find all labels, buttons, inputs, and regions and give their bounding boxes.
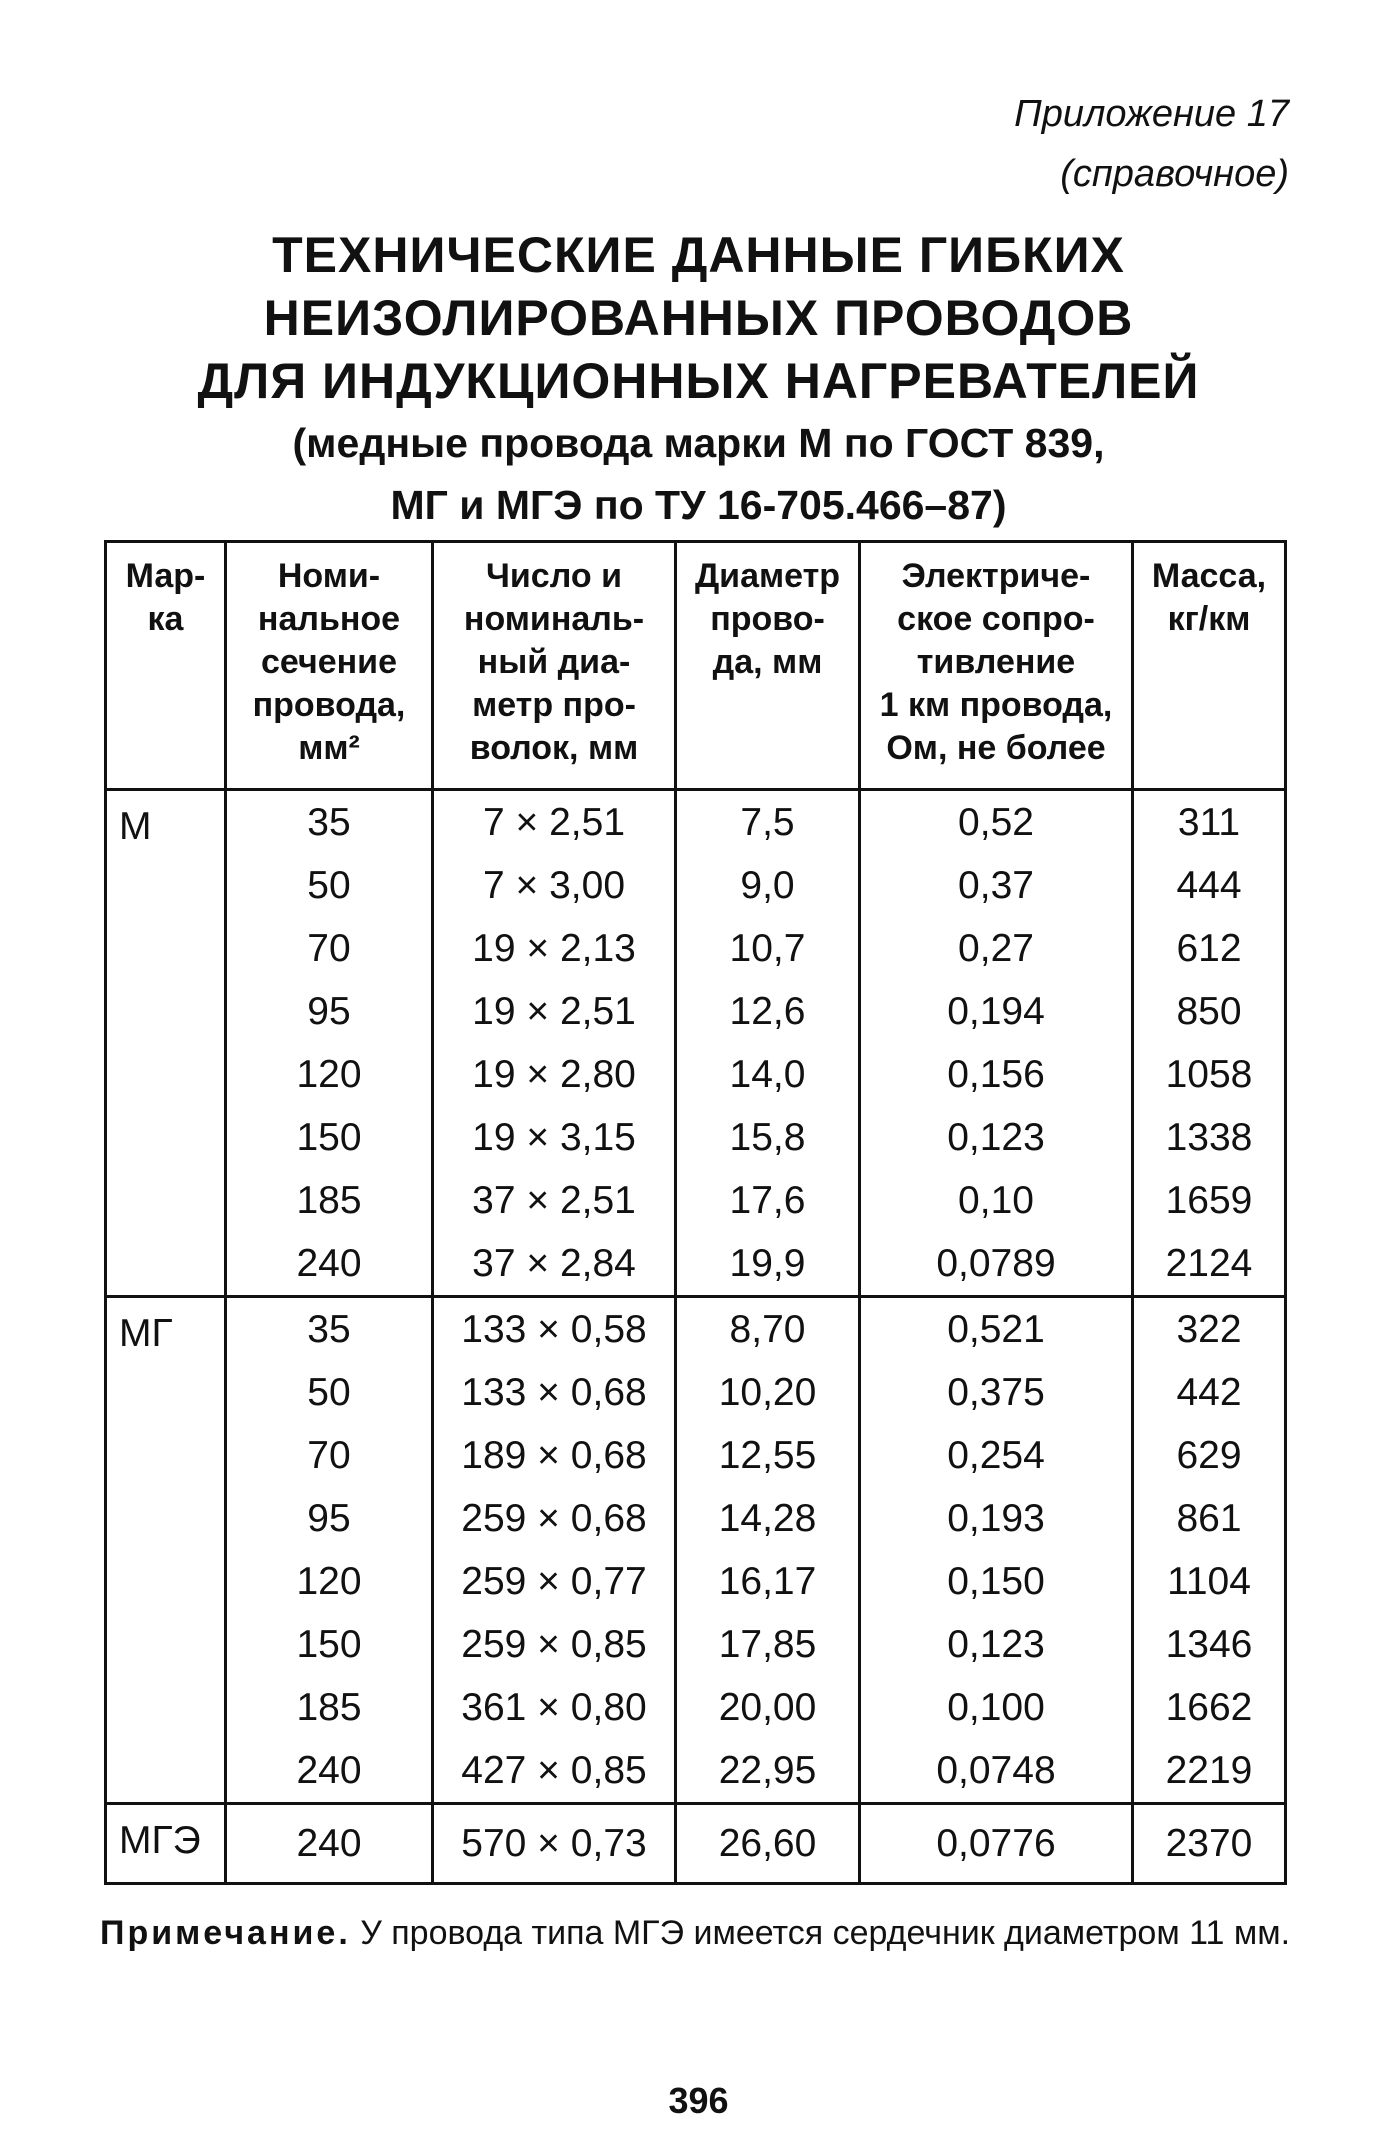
table-cell: 15,8 (676, 1106, 860, 1169)
table-cell: 35 (226, 1297, 433, 1362)
column-header-line: Электриче- (901, 557, 1091, 595)
table-row (106, 790, 1286, 855)
table-cell: 0,10 (860, 1169, 1133, 1232)
table-cell: 259 × 0,85 (433, 1613, 676, 1676)
table-cell: 14,0 (676, 1043, 860, 1106)
table-cell: 19 × 2,13 (433, 917, 676, 980)
table-cell: 8,70 (676, 1297, 860, 1362)
table-cell: 1058 (1133, 1043, 1286, 1106)
table-row (106, 1487, 1286, 1550)
column-header-line: Масса, (1151, 557, 1267, 595)
table-row (106, 1043, 1286, 1106)
table-row (106, 1550, 1286, 1613)
table-cell: 14,28 (676, 1487, 860, 1550)
table-cell: 189 × 0,68 (433, 1424, 676, 1487)
table-cell: 26,60 (676, 1804, 860, 1884)
table-cell: 361 × 0,80 (433, 1676, 676, 1739)
table-cell: 19 × 3,15 (433, 1106, 676, 1169)
table-cell: 37 × 2,84 (433, 1232, 676, 1297)
table-row (106, 1804, 1286, 1884)
table-row (106, 1613, 1286, 1676)
table-cell: 22,95 (676, 1739, 860, 1804)
table-cell: 7 × 3,00 (433, 854, 676, 917)
column-header-line: ка (147, 600, 184, 638)
column-header-line: сечение (261, 643, 397, 681)
note-text: У провода типа МГЭ имеется сердечник диаметром 11 мм. (350, 1914, 1291, 1952)
table-cell: 1346 (1133, 1613, 1286, 1676)
table-cell: 12,6 (676, 980, 860, 1043)
table-cell: 311 (1133, 790, 1286, 855)
table-cell: 240 (226, 1739, 433, 1804)
table-cell: 0,150 (860, 1550, 1133, 1613)
table-cell: 0,37 (860, 854, 1133, 917)
table-cell: 19 × 2,51 (433, 980, 676, 1043)
table-cell: 10,20 (676, 1361, 860, 1424)
table-cell: 0,194 (860, 980, 1133, 1043)
table-row (106, 854, 1286, 917)
appendix-number: Приложение 17 (1014, 93, 1289, 135)
table-body (106, 790, 1286, 1884)
table-row (106, 1106, 1286, 1169)
subtitle-line: МГ и МГЭ по ТУ 16-705.466–87) (390, 482, 1007, 528)
table-cell: 259 × 0,77 (433, 1550, 676, 1613)
table-cell: 629 (1133, 1424, 1286, 1487)
page-title (0, 224, 1397, 413)
column-header-line: Ом, не более (886, 729, 1106, 767)
table-cell: 259 × 0,68 (433, 1487, 676, 1550)
table-cell: 70 (226, 1424, 433, 1487)
table-cell: 0,0776 (860, 1804, 1133, 1884)
table-row (106, 1424, 1286, 1487)
table-cell: 1338 (1133, 1106, 1286, 1169)
column-header-line: Номи- (277, 557, 381, 595)
column-header (676, 542, 860, 790)
column-header-line: прово- (710, 600, 825, 638)
table-cell: 133 × 0,68 (433, 1361, 676, 1424)
table-cell: 0,521 (860, 1297, 1133, 1362)
column-header-line: кг/км (1167, 600, 1251, 638)
table-row (106, 980, 1286, 1043)
table-row (106, 1169, 1286, 1232)
table-cell: 50 (226, 1361, 433, 1424)
table-cell: 17,85 (676, 1613, 860, 1676)
column-header-line: номиналь- (463, 600, 645, 638)
table-row (106, 1739, 1286, 1804)
column-header-line: Мар- (125, 557, 206, 595)
table-cell: 0,123 (860, 1106, 1133, 1169)
table-cell: 20,00 (676, 1676, 860, 1739)
column-header-line: 1 км провода, (879, 686, 1113, 724)
column-header (106, 542, 226, 790)
table-cell: 570 × 0,73 (433, 1804, 676, 1884)
title-line: НЕИЗОЛИРОВАННЫХ ПРОВОДОВ (263, 290, 1134, 346)
table-header-row (106, 542, 1286, 790)
table-cell: 95 (226, 980, 433, 1043)
column-header-line: ское сопро- (897, 600, 1095, 638)
table-cell: 50 (226, 854, 433, 917)
table-cell: 17,6 (676, 1169, 860, 1232)
table-cell: 150 (226, 1106, 433, 1169)
table-cell: 0,0748 (860, 1739, 1133, 1804)
column-header-line: да, мм (712, 643, 823, 681)
table-cell: 1662 (1133, 1676, 1286, 1739)
table-cell: 120 (226, 1043, 433, 1106)
column-header (433, 542, 676, 790)
column-header-line: мм² (298, 729, 360, 767)
title-line: ТЕХНИЧЕСКИЕ ДАННЫЕ ГИБКИХ (272, 227, 1125, 283)
table-cell: 0,100 (860, 1676, 1133, 1739)
table-cell: 861 (1133, 1487, 1286, 1550)
table-cell: 37 × 2,51 (433, 1169, 676, 1232)
table-cell: 10,7 (676, 917, 860, 980)
table-cell: 240 (226, 1804, 433, 1884)
table-cell: 9,0 (676, 854, 860, 917)
page-subtitle (0, 412, 1397, 536)
table-row (106, 1361, 1286, 1424)
table-cell: 0,254 (860, 1424, 1133, 1487)
table-cell: 2219 (1133, 1739, 1286, 1804)
column-header-line: волок, мм (469, 729, 639, 767)
column-header (1133, 542, 1286, 790)
table-cell: 19 × 2,80 (433, 1043, 676, 1106)
table-cell: 442 (1133, 1361, 1286, 1424)
table-cell: 240 (226, 1232, 433, 1297)
table-cell: 7,5 (676, 790, 860, 855)
appendix-type: (справочное) (1060, 153, 1289, 195)
table-cell: 0,123 (860, 1613, 1133, 1676)
table-cell: 0,193 (860, 1487, 1133, 1550)
column-header-line: Число и (486, 557, 622, 595)
column-header-line: провода, (252, 686, 406, 724)
page-number: 396 (668, 2080, 729, 2121)
title-line: ДЛЯ ИНДУКЦИОННЫХ НАГРЕВАТЕЛЕЙ (197, 353, 1200, 409)
subtitle-line: (медные провода марки М по ГОСТ 839, (292, 420, 1105, 466)
table-cell: 70 (226, 917, 433, 980)
table-cell: 0,0789 (860, 1232, 1133, 1297)
table-cell: 150 (226, 1613, 433, 1676)
table-cell: 1104 (1133, 1550, 1286, 1613)
table-cell: 444 (1133, 854, 1286, 917)
footnote (100, 1908, 1295, 1959)
note-label: Примечание. (100, 1914, 351, 1952)
table-cell: 0,52 (860, 790, 1133, 855)
table-row (106, 1297, 1286, 1362)
wire-mark-cell: МГЭ (106, 1804, 226, 1884)
column-header (226, 542, 433, 790)
table-cell: 133 × 0,58 (433, 1297, 676, 1362)
table-cell: 0,27 (860, 917, 1133, 980)
table-cell: 0,156 (860, 1043, 1133, 1106)
table-row (106, 917, 1286, 980)
column-header-line: нальное (257, 600, 401, 638)
appendix-label (1014, 84, 1289, 204)
table-cell: 7 × 2,51 (433, 790, 676, 855)
table-cell: 120 (226, 1550, 433, 1613)
table-cell: 16,17 (676, 1550, 860, 1613)
table-cell: 95 (226, 1487, 433, 1550)
table-cell: 185 (226, 1169, 433, 1232)
table-cell: 0,375 (860, 1361, 1133, 1424)
table-cell: 185 (226, 1676, 433, 1739)
table-cell: 322 (1133, 1297, 1286, 1362)
table-cell: 2124 (1133, 1232, 1286, 1297)
table-row (106, 1232, 1286, 1297)
table-cell: 19,9 (676, 1232, 860, 1297)
table-cell: 427 × 0,85 (433, 1739, 676, 1804)
table-cell: 2370 (1133, 1804, 1286, 1884)
wire-mark-cell: МГ (106, 1297, 226, 1804)
table-cell: 35 (226, 790, 433, 855)
table-cell: 850 (1133, 980, 1286, 1043)
column-header (860, 542, 1133, 790)
column-header-line: тивление (916, 643, 1076, 681)
wire-mark-cell: М (106, 790, 226, 1297)
table-cell: 612 (1133, 917, 1286, 980)
table-row (106, 1676, 1286, 1739)
wire-data-table (104, 540, 1287, 1885)
table-cell: 12,55 (676, 1424, 860, 1487)
column-header-line: ный диа- (477, 643, 631, 681)
column-header-line: Диаметр (694, 557, 841, 595)
column-header-line: метр про- (472, 686, 636, 724)
table-cell: 1659 (1133, 1169, 1286, 1232)
